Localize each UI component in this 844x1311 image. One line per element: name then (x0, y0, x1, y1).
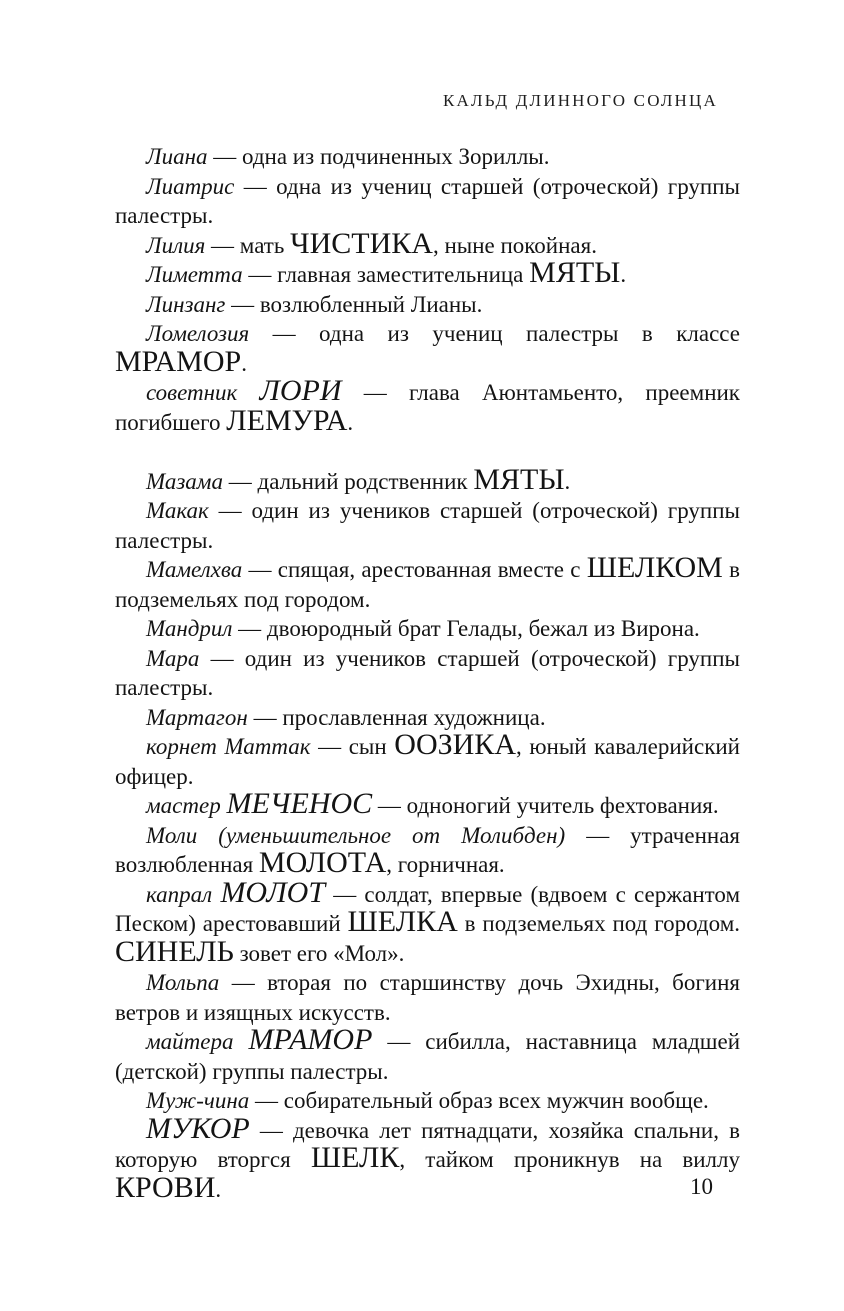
entry-description-text: . (620, 262, 627, 287)
glossary-entry (115, 787, 740, 821)
character-name-caps: ЧИСТИКА (290, 226, 433, 260)
glossary-entry (115, 462, 740, 497)
entry-description-text: — одна из учениц палестры в классе (249, 321, 740, 346)
glossary-entry (115, 644, 740, 703)
entry-headword: Ломелозия (146, 321, 250, 346)
entry-headword: Лиатрис (146, 173, 235, 199)
entry-description-text: — один из учеников старшей (отроческой) группы палестры. (115, 645, 740, 700)
entry-description-text: — одна из подчиненных Зориллы. (207, 144, 550, 169)
entry-description-text: . (347, 409, 354, 435)
entry-headword: МРАМОР (248, 1023, 373, 1056)
glossary-entry (115, 226, 740, 261)
entry-headword: Мольпа (146, 970, 220, 995)
entry-description-text: в подземельях под городом. (457, 911, 740, 936)
entry-headword: Лилия (146, 232, 206, 258)
entry-description-text: — солдат, впервые (вдвоем с сержантом Песком) арестовавший (115, 881, 741, 936)
entry-headword: МЕЧЕНОС (226, 787, 373, 820)
entry-description-text: — девочка лет пятнадцати, хозяйка спальни, в которую вторгся (115, 1117, 740, 1172)
glossary-entry (115, 496, 740, 555)
entry-headword: корнет Маттак (146, 734, 311, 759)
entry-headword: Мамелхва (146, 557, 243, 582)
entry-headword: Лиана (146, 144, 208, 169)
entry-description-text: , горничная. (386, 852, 505, 877)
entry-headword: Мазама (146, 468, 223, 494)
glossary-entry (115, 290, 740, 320)
entry-description-text: — главная заместительница (242, 262, 530, 287)
glossary-entry (115, 172, 740, 231)
entry-description-text: — один из учеников старшей (отроческой) группы палестры. (115, 498, 740, 553)
entry-description-text: — собирательный образ всех мужчин вообще. (249, 1088, 709, 1113)
glossary-entry (115, 875, 741, 969)
glossary-entry (115, 1111, 740, 1205)
glossary-entry (115, 256, 740, 290)
entry-headword: Макак (146, 498, 209, 523)
entry-description-text: , юный кавалерийский офицер. (115, 734, 740, 789)
entry-description-text: . (215, 1176, 222, 1202)
entry-headword: капрал (146, 881, 221, 907)
glossary-entry (115, 142, 740, 172)
entry-headword: Лиметта (146, 262, 243, 287)
glossary (115, 142, 740, 1204)
glossary-entry (115, 551, 740, 614)
entry-headword: Мара (146, 645, 200, 671)
entry-description-text: — мать (205, 232, 291, 258)
entry-headword: МУКОР (146, 1111, 250, 1145)
entry-description-text: — вторая по старшинству дочь Эхидны, богиня ветров и изящных искусств. (115, 970, 740, 1025)
glossary-entry (115, 614, 740, 644)
character-name-caps: МОЛОТА (258, 846, 387, 879)
entry-headword: Линзанг (146, 291, 226, 317)
entry-headword: Муж-чина (146, 1088, 250, 1113)
character-name-caps: МЯТЫ (529, 256, 621, 289)
character-name-caps: ЛЕМУРА (226, 403, 348, 437)
glossary-section (115, 462, 741, 1205)
entry-headword: мастер (146, 793, 227, 818)
character-name-caps: МЯТЫ (473, 462, 565, 496)
glossary-entry (115, 728, 740, 791)
entry-description-text: — одна из учениц старшей (отроческой) группы палестры. (115, 173, 740, 228)
character-name-caps: ШЕЛК (310, 1141, 400, 1174)
entry-headword: Моли (уменьшительное от Молибден) (146, 822, 566, 848)
entry-headword: майтера (146, 1029, 249, 1054)
entry-headword: МОЛОТ (220, 875, 326, 909)
entry-description-text: в подземельях под городом. (115, 557, 740, 612)
entry-description-text: зовет его «Мол». (233, 940, 405, 966)
character-name-caps: СИНЕЛЬ (115, 934, 234, 968)
entry-description-text: . (564, 468, 571, 494)
glossary-entry (115, 374, 740, 437)
glossary-entry (115, 821, 740, 880)
entry-headword: Мандрил (146, 616, 233, 641)
entry-description-text: , тайком проникнув на виллу (399, 1147, 740, 1172)
glossary-entry (115, 968, 740, 1027)
entry-headword: Мартагон (146, 704, 248, 730)
entry-description-text: . (241, 350, 247, 376)
entry-description-text: — спящая, арестованная вместе с (242, 557, 587, 582)
entry-description-text: — двоюродный брат Гелады, бежал из Вирона. (232, 616, 700, 641)
entry-description-text: , ныне покойная. (432, 232, 597, 258)
running-header: КАЛЬД ДЛИННОГО СОЛНЦА (442, 91, 718, 110)
entry-description-text: — возлюбленный Лианы. (225, 291, 483, 317)
character-name-caps: КРОВИ (115, 1170, 216, 1204)
entry-description-text: — прославленная художница. (247, 704, 546, 730)
entry-description-text: — сибилла, наставница младшей (детской) группы палестры. (115, 1029, 741, 1084)
character-name-caps: ООЗИКА (394, 728, 516, 761)
entry-headword: ЛОРИ (259, 374, 342, 407)
glossary-section (115, 142, 740, 437)
character-name-caps: МРАМОР (115, 344, 242, 378)
entry-headword: советник (146, 380, 260, 405)
character-name-caps: ШЕЛКА (347, 905, 458, 938)
entry-description-text: — глава Аюнтамьенто, преемник погибшего (115, 380, 740, 435)
entry-description-text: — дальний родственник (223, 468, 474, 494)
character-name-caps: ШЕЛКОМ (586, 551, 723, 584)
entry-description-text: — одноногий учитель фехтования. (372, 793, 719, 818)
entry-description-text: — утраченная возлюбленная (115, 822, 740, 877)
page-number: 10 (690, 1174, 713, 1199)
glossary-entry (115, 319, 740, 378)
entry-description-text: — сын (310, 734, 395, 759)
glossary-entry (115, 1023, 741, 1086)
